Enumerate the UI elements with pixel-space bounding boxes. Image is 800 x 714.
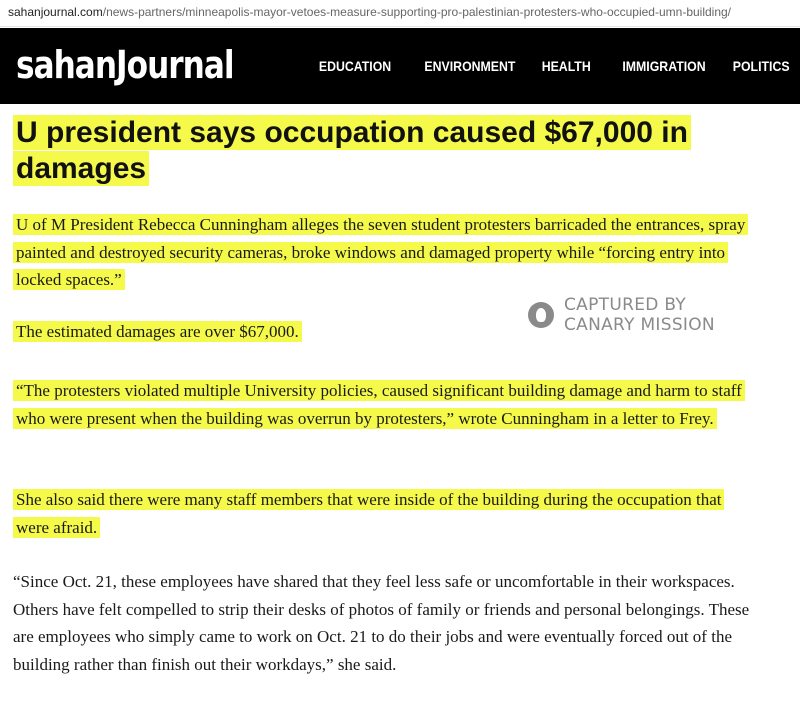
article-paragraph [13,486,753,541]
url-path: /news-partners/minneapolis-mayor-vetoes-measure-supporting-pro-palestinian-protesters-who-occupied-umn-building/ [102,5,732,19]
site-header [0,28,800,104]
headline-text: U president says occupation caused $67,000 in damages [13,115,691,186]
address-bar[interactable] [0,0,800,27]
article-paragraph [13,318,753,346]
watermark-line1: CAPTURED BY [564,295,687,315]
watermark-line2: CANARY MISSION [564,315,715,335]
paragraph-text: She also said there were many staff members that were inside of the building during the occupation that were afraid. [13,489,724,538]
nav-health[interactable]: HEALTH [541,58,591,74]
paragraph-text: “Since Oct. 21, these employees have shared that they feel less safe or uncomfortable in their workspaces. Others have felt compelled to strip their desks of photos of family or friends and personal belongings. These are employees who simply came to work on Oct. 21 to do their jobs and were eventually forced out of the building rather than finish out their workdays,” she said. [13,572,750,674]
paragraph-text: U of M President Rebecca Cunningham alleges the seven student protesters barricaded the entrances, spray painted and destroyed security cameras, broke windows and damaged property while “forcing entry into locked spaces.” [13,214,748,290]
main-nav [289,58,790,74]
article-paragraph [13,211,753,294]
url-host: sahanjournal.com [8,5,103,19]
nav-environment[interactable]: ENVIRONMENT [424,58,516,74]
nav-education[interactable]: EDUCATION [319,58,392,74]
paragraph-text: The estimated damages are over $67,000. [13,321,302,342]
nav-immigration[interactable]: IMMIGRATION [622,58,706,74]
site-logo[interactable]: sahanJournal [16,43,234,87]
article-paragraph [13,568,753,678]
nav-politics[interactable]: POLITICS [733,58,790,74]
article-headline [13,115,753,187]
paragraph-text: “The protesters violated multiple University policies, caused significant building damage and harm to staff who were present when the building was overrun by protesters,” wrote Cunningham in a letter to Frey. [13,380,745,429]
article-paragraph [13,377,753,432]
url-text[interactable] [8,5,731,19]
